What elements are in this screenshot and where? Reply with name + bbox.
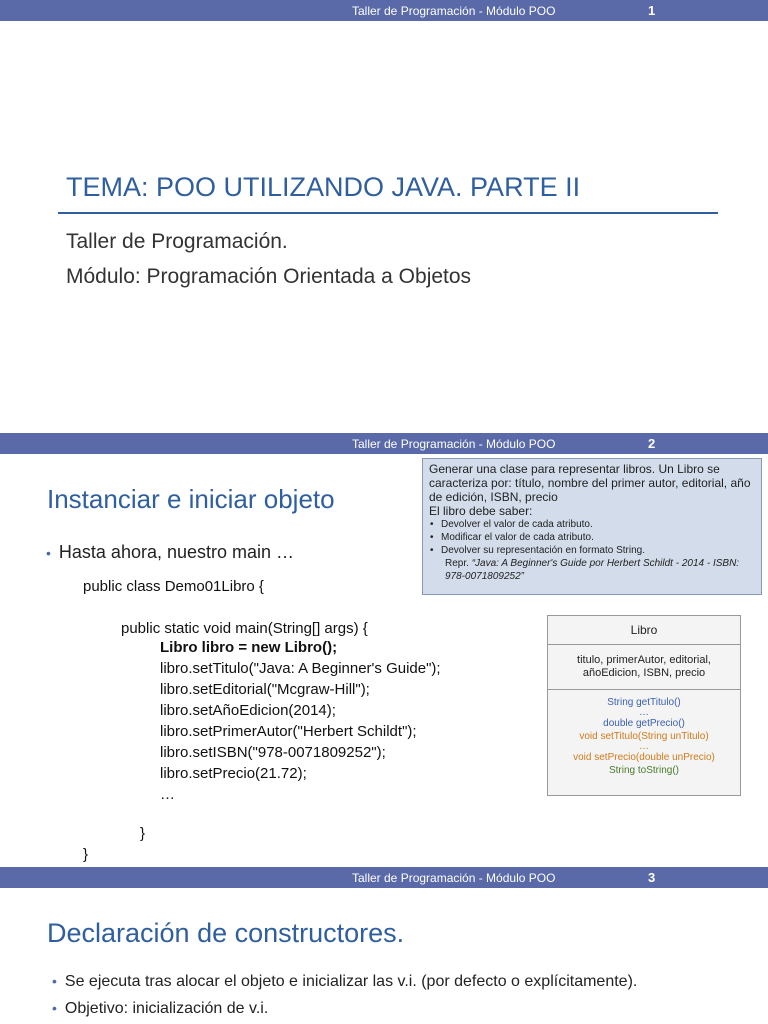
code-line: libro.setAñoEdicion(2014);: [160, 702, 336, 719]
code-line: public static void main(String[] args) {: [121, 620, 368, 637]
slide-number: 3: [648, 870, 656, 885]
bullet-item: [52, 973, 637, 991]
uml-method: double getPrecio(): [603, 718, 685, 729]
code-line: }: [140, 825, 146, 842]
slide-title: Instanciar e iniciar objeto: [47, 484, 335, 514]
note-must: El libro debe saber:: [429, 504, 533, 518]
uml-class-name: Libro: [548, 616, 740, 645]
note-item: • Modificar el valor de cada atributo.: [429, 531, 755, 544]
slide-header-1: [0, 0, 768, 21]
slide-title: TEMA: POO UTILIZANDO JAVA. PARTE II: [66, 172, 581, 202]
uml-method: void setPrecio(double unPrecio): [573, 752, 715, 763]
repr-label: Repr.: [445, 558, 469, 569]
slide-number: 2: [648, 436, 656, 451]
header-title: Taller de Programación - Módulo POO: [352, 437, 556, 451]
code-line: …: [160, 786, 175, 803]
code-line: libro.setPrecio(21.72);: [160, 765, 307, 782]
code-line: libro.setEditorial("Mcgraw-Hill");: [160, 681, 370, 698]
bullet-text: Objetivo: inicialización de v.i.: [64, 1000, 269, 1017]
title-divider: [58, 212, 718, 214]
bullet-text: Hasta ahora, nuestro main …: [58, 542, 295, 562]
uml-method: String toString(): [608, 765, 680, 776]
bullet-text: Se ejecuta tras alocar el objeto e inicializar las v.i. (por defecto o explícitamente).: [64, 973, 638, 990]
bullet-dot-icon: •: [46, 545, 51, 561]
code-line: libro.setPrimerAutor("Herbert Schildt");: [160, 723, 417, 740]
slide-title: Declaración de constructores.: [47, 918, 405, 948]
uml-method: String getTitulo(): [607, 697, 681, 708]
bullet-dot-icon: •: [52, 973, 57, 989]
uml-method: void setTitulo(String unTitulo): [579, 731, 709, 742]
note-intro: Generar una clase para representar libros. Un Libro se caracteriza por: título, nombre del primer autor, editorial, año de edición, ISBN, precio: [429, 462, 751, 504]
slide-1: [0, 0, 768, 432]
uml-attributes: titulo, primerAutor, editorial, añoEdicion, ISBN, precio: [548, 645, 740, 690]
slide-header-3: [0, 867, 768, 888]
uml-class-diagram: [547, 615, 741, 796]
header-title: Taller de Programación - Módulo POO: [352, 871, 556, 885]
bullet-item: [52, 1000, 268, 1018]
bullet-item: [46, 542, 294, 563]
subtitle-course: Taller de Programación.: [66, 230, 288, 253]
slide-number: 1: [648, 3, 656, 18]
repr-value: “Java: A Beginner's Guide por Herbert Schildt - 2014 - ISBN: 978-0071809252”: [445, 558, 740, 582]
subtitle-module: Módulo: Programación Orientada a Objetos: [66, 265, 472, 288]
uml-methods: [548, 690, 740, 777]
note-item: • Devolver su representación en formato String.: [429, 544, 755, 557]
code-line: libro.setTitulo("Java: A Beginner's Guide");: [160, 660, 441, 677]
slide-header-2: [0, 433, 768, 454]
uml-method: …: [639, 707, 649, 718]
requirements-note: [422, 458, 762, 595]
note-item: • Devolver el valor de cada atributo.: [429, 518, 755, 531]
uml-method: …: [639, 741, 649, 752]
bullet-dot-icon: •: [52, 1000, 57, 1016]
note-repr: [429, 557, 755, 583]
code-line: libro.setISBN("978-0071809252");: [160, 744, 386, 761]
code-line: }: [83, 846, 89, 863]
header-title: Taller de Programación - Módulo POO: [352, 4, 556, 18]
code-line: Libro libro = new Libro();: [160, 639, 338, 656]
code-line: public class Demo01Libro {: [83, 578, 264, 595]
